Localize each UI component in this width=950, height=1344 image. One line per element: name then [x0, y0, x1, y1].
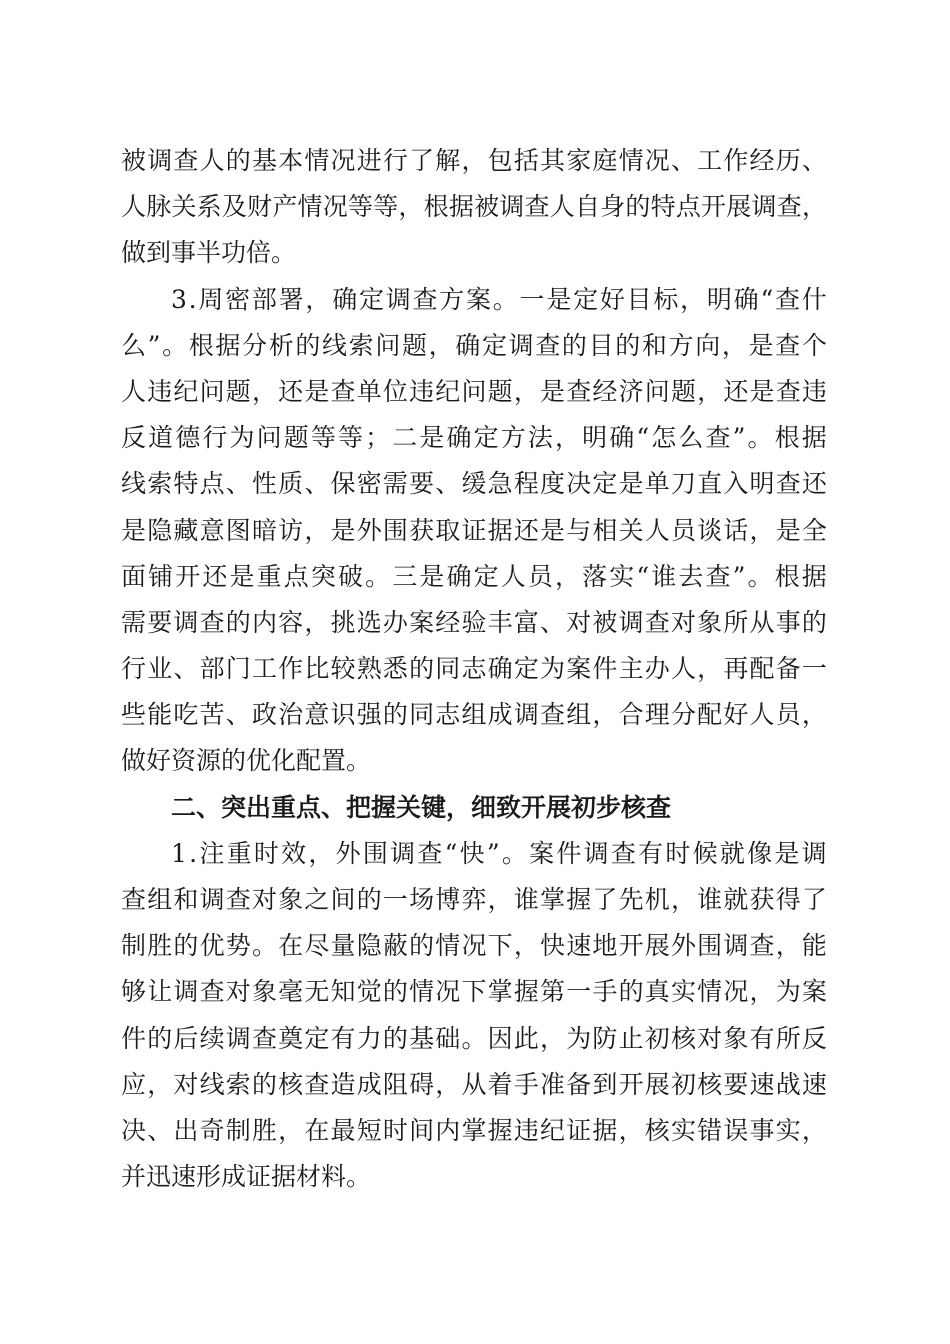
paragraph-line: 制 胜 的 优 势 。 在 尽 量 隐 蔽 的 情 况 下 ， 快 速 地 开 展 外 围 调 查 ， 能 — [121, 931, 827, 961]
paragraph-line: 并迅速形成证据材料。 — [121, 1162, 372, 1192]
paragraph-line: 查 组 和 调 查 对 象 之 间 的 一 场 博 弈 ， 谁 掌 握 了 先 机 ， 谁 就 获 得 了 — [121, 885, 827, 914]
paragraph-line: 人 违 纪 问 题 ， 还 是 查 单 位 违 纪 问 题 ， 是 查 经 济 问 题 ， 还 是 查 违 — [121, 376, 827, 406]
paragraph-line: 需 要 调 查 的 内 容 ， 挑 选 办 案 经 验 丰 富 、 对 被 调 查 对 象 所 从 事 的 — [121, 607, 827, 637]
paragraph-line: 3 . 周 密 部 署 ， 确 定 调 查 方 案 。 一 是 定 好 目 标 ， 明 确 “ 查 什 — [171, 284, 827, 314]
document-body — [121, 138, 827, 1200]
paragraph-line: 么 ” 。 根 据 分 析 的 线 索 问 题 ， 确 定 调 查 的 目 的 和 方 向 ， 是 查 个 — [121, 330, 827, 360]
paragraph-line: 做好资源的优化配置。 — [121, 746, 372, 776]
paragraph-line: 面 铺 开 还 是 重 点 突 破 。 三 是 确 定 人 员 ， 落 实 “ 谁 去 查 ” 。 根 据 — [121, 561, 827, 591]
paragraph-line: 件 的 后 续 调 查 奠 定 有 力 的 基 础 。 因 此 ， 为 防 止 初 核 对 象 有 所 反 — [121, 1023, 827, 1053]
paragraph-line: 1 . 注 重 时 效 ， 外 围 调 查 “ 快 ” 。 案 件 调 查 有 时 候 就 像 是 调 — [171, 838, 827, 868]
section-heading: 二、突出重点、把握关键，细致开展初步核查 — [171, 792, 672, 822]
paragraph-line: 线 索 特 点 、 性 质 、 保 密 需 要 、 缓 急 程 度 决 定 是 单 刀 直 入 明 查 还 — [121, 469, 827, 499]
paragraph-line: 是 隐 藏 意 图 暗 访 ， 是 外 围 获 取 证 据 还 是 与 相 关 人 员 谈 话 ， 是 全 — [121, 515, 827, 545]
paragraph-line: 决 、 出 奇 制 胜 ， 在 最 短 时 间 内 掌 握 违 纪 证 据 ， 核 实 错 误 事 实 ， — [121, 1115, 827, 1145]
paragraph-line: 人 脉 关 系 及 财 产 情 况 等 等 ， 根 据 被 调 查 人 自 身 的 特 点 开 展 调 查 ， — [121, 192, 827, 222]
paragraph-line: 被 调 查 人 的 基 本 情 况 进 行 了 解 ， 包 括 其 家 庭 情 况 、 工 作 经 历 、 — [121, 146, 827, 175]
paragraph-line: 行 业 、 部 门 工 作 比 较 熟 悉 的 同 志 确 定 为 案 件 主 办 人 ， 再 配 备 一 — [121, 654, 827, 684]
paragraph-line: 够 让 调 查 对 象 毫 无 知 觉 的 情 况 下 掌 握 第 一 手 的 真 实 情 况 ， 为 案 — [121, 977, 827, 1007]
paragraph-line: 做到事半功倍。 — [121, 238, 297, 268]
paragraph-line: 些 能 吃 苦 、 政 治 意 识 强 的 同 志 组 成 调 查 组 ， 合 理 分 配 好 人 员 ， — [121, 700, 827, 730]
paragraph-line: 反 道 德 行 为 问 题 等 等 ； 二 是 确 定 方 法 ， 明 确 “ 怎 么 查 ” 。 根 据 — [121, 423, 827, 453]
paragraph-line: 应 ， 对 线 索 的 核 查 造 成 阻 碍 ， 从 着 手 准 备 到 开 展 初 核 要 速 战 速 — [121, 1069, 827, 1099]
